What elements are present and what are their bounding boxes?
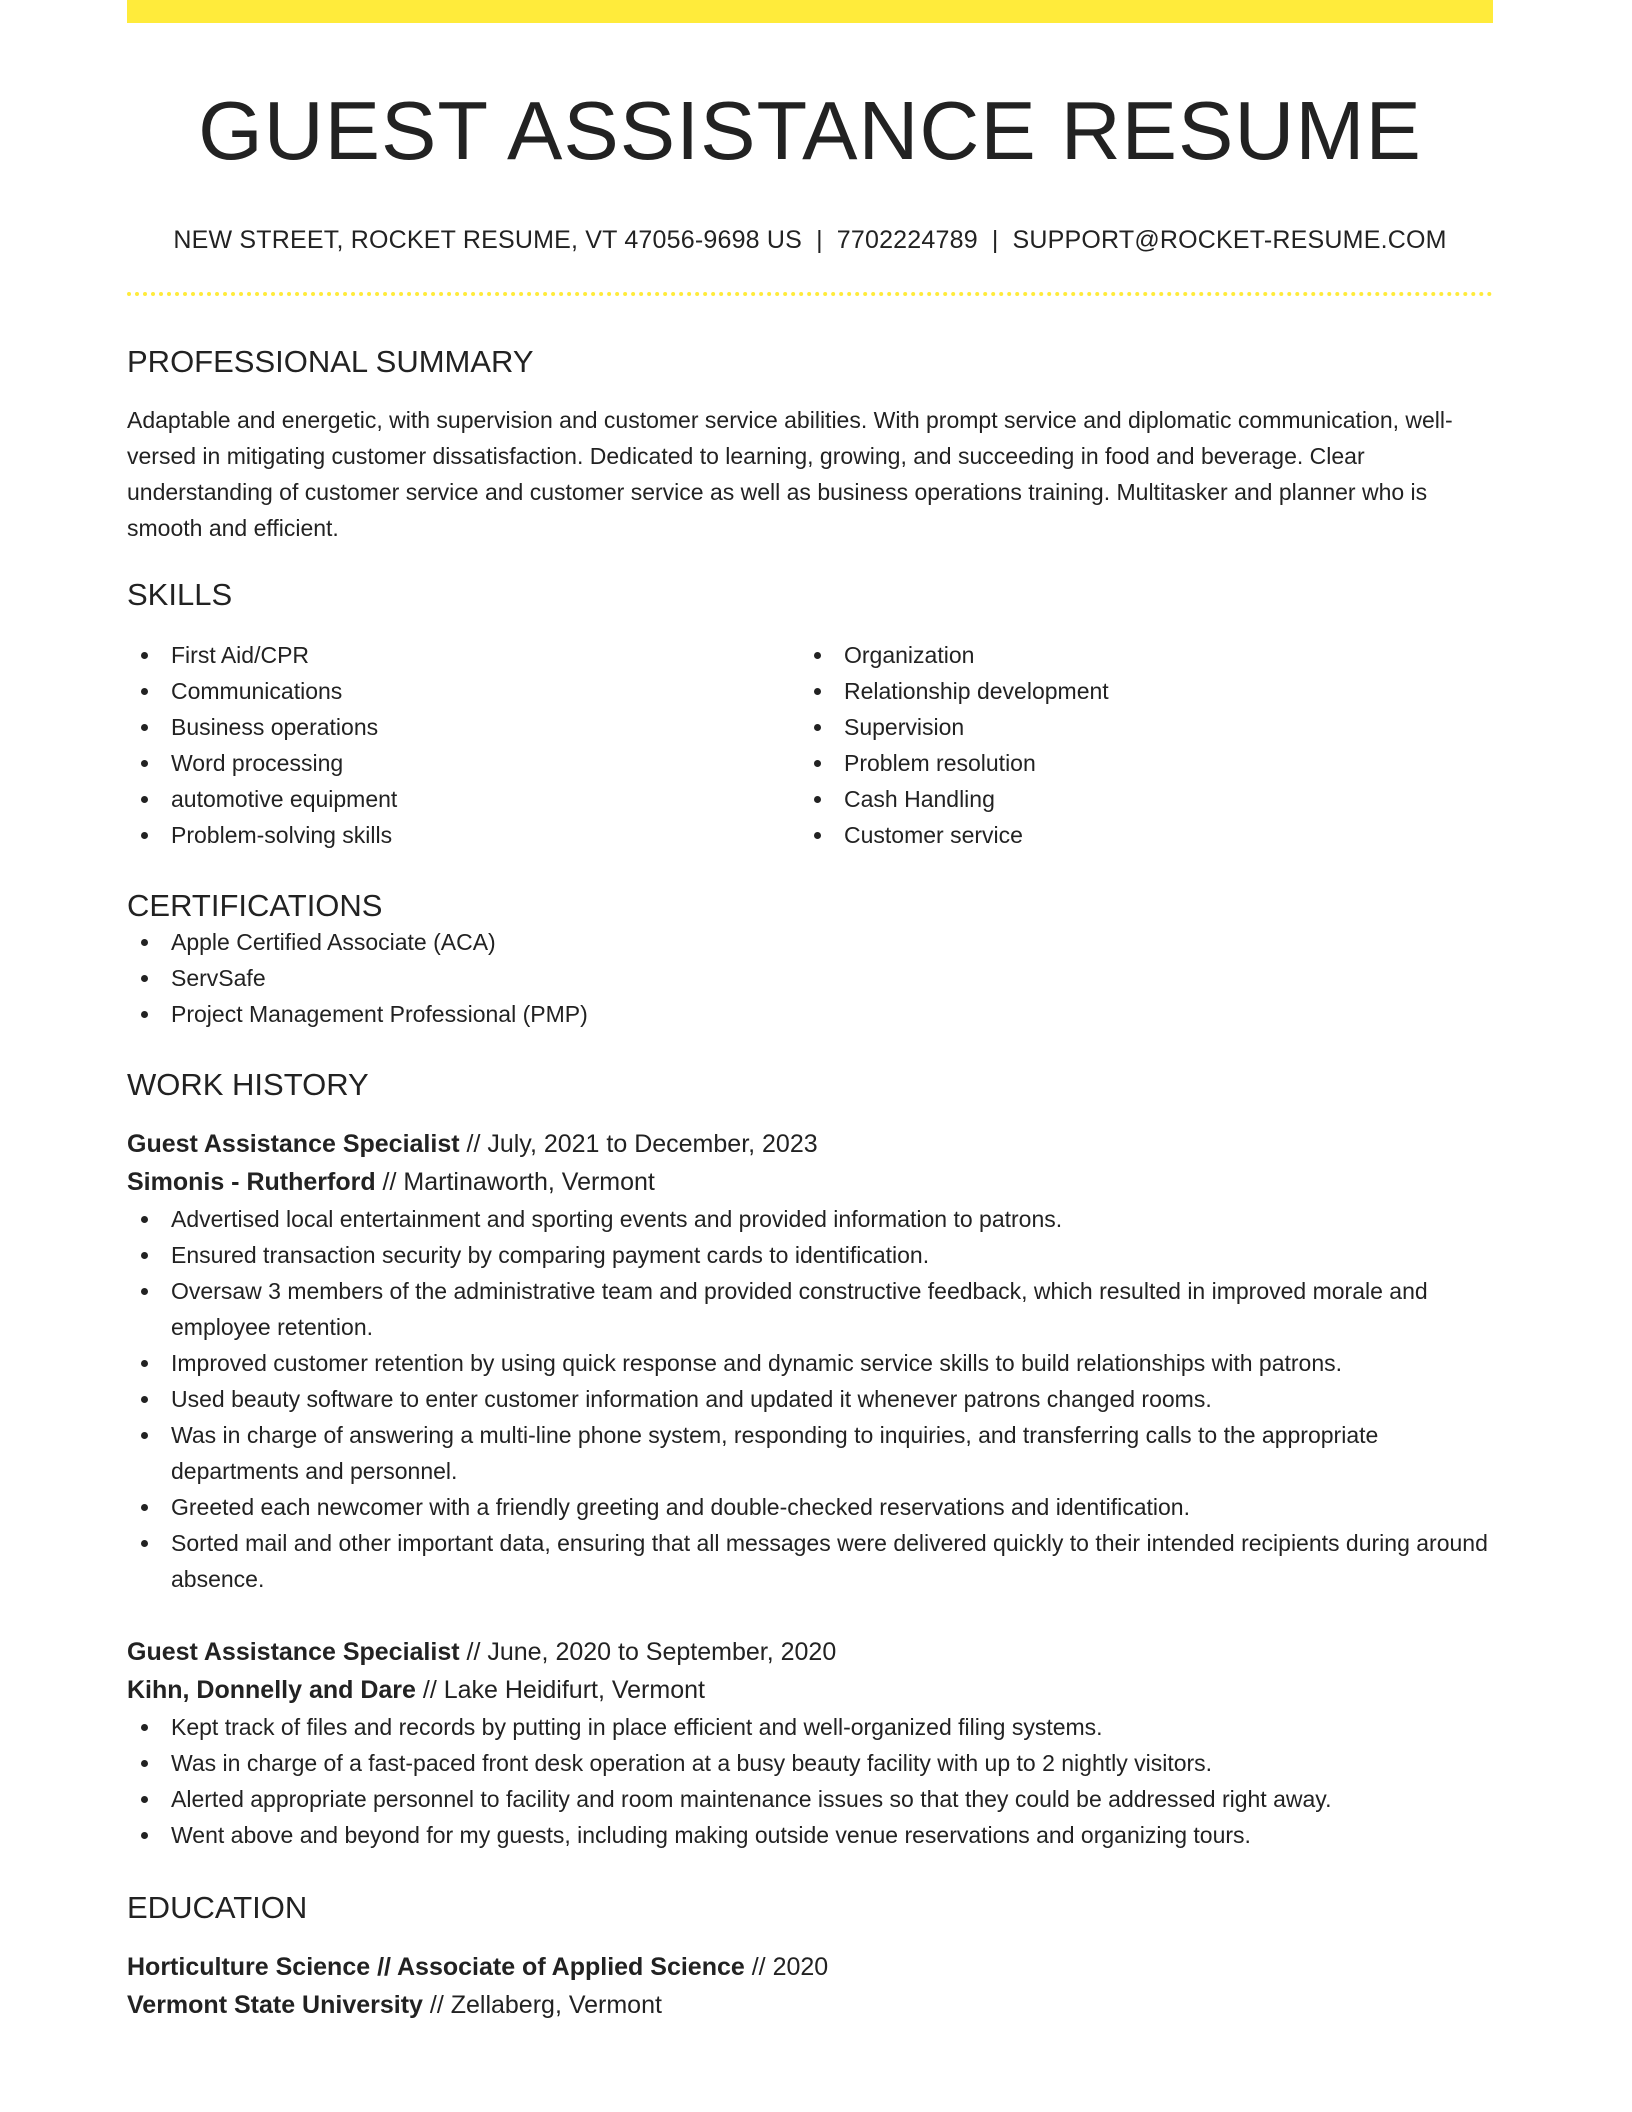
skill-item: Problem-solving skills	[127, 817, 800, 853]
skill-item: Problem resolution	[800, 745, 1473, 781]
summary-heading: PROFESSIONAL SUMMARY	[127, 344, 534, 380]
job-location: // Martinaworth, Vermont	[375, 1168, 655, 1197]
skill-item: Cash Handling	[800, 781, 1473, 817]
education-school-line	[127, 1986, 1493, 2024]
skills-column-right	[800, 637, 1473, 853]
job-bullet: Oversaw 3 members of the administrative team and provided constructive feedback, which resulted in improved morale and employee retention.	[127, 1273, 1493, 1345]
education-degree: Horticulture Science // Associate of Applied Science	[127, 1953, 745, 1982]
contact-email: SUPPORT@ROCKET-RESUME.COM	[1012, 226, 1447, 255]
job-bullet: Improved customer retention by using quick response and dynamic service skills to build relationships with patrons.	[127, 1345, 1493, 1381]
education-entry	[127, 1948, 1493, 2024]
contact-address: NEW STREET, ROCKET RESUME, VT 47056-9698 US	[173, 226, 803, 255]
top-accent-bar	[127, 0, 1493, 23]
job-bullet: Kept track of files and records by putting in place efficient and well-organized filing systems.	[127, 1709, 1493, 1745]
skill-item: Organization	[800, 637, 1473, 673]
education-location: // Zellaberg, Vermont	[422, 1991, 662, 2020]
education-year: // 2020	[744, 1953, 829, 1982]
job-location: // Lake Heidifurt, Vermont	[415, 1676, 705, 1705]
contact-phone: 7702224789	[836, 226, 978, 255]
job-bullet: Was in charge of a fast-paced front desk operation at a busy beauty facility with up to 2 nightly visitors.	[127, 1745, 1493, 1781]
skills-column-left	[127, 637, 800, 853]
job-entry	[127, 1633, 1493, 1853]
job-bullet: Alerted appropriate personnel to facility and room maintenance issues so that they could be addressed right away.	[127, 1781, 1493, 1817]
job-company: Kihn, Donnelly and Dare	[127, 1676, 416, 1705]
summary-text: Adaptable and energetic, with supervision and customer service abilities. With prompt service and diplomatic communication, well-versed in mitigating customer dissatisfaction. Dedicated to learning, growing, and succeeding in food and beverage. Clear understanding of customer service and customer service as well as business operations training. Multitasker and planner who is smooth and efficient.	[127, 407, 1453, 542]
job-bullet: Greeted each newcomer with a friendly greeting and double-checked reservations and identification.	[127, 1489, 1493, 1525]
job-bullet: Used beauty software to enter customer information and updated it whenever patrons changed rooms.	[127, 1381, 1493, 1417]
contact-separator: |	[816, 226, 823, 255]
skill-item: Business operations	[127, 709, 800, 745]
skill-item: First Aid/CPR	[127, 637, 800, 673]
resume-page	[127, 0, 1493, 2024]
education-heading: EDUCATION	[127, 1890, 308, 1926]
work-history-heading: WORK HISTORY	[127, 1066, 369, 1102]
skills-grid	[127, 637, 1493, 853]
job-title-line	[127, 1633, 1493, 1671]
skill-item: Communications	[127, 673, 800, 709]
certifications-list	[127, 924, 1493, 1032]
certification-item: Apple Certified Associate (ACA)	[127, 924, 1493, 960]
job-bullet: Sorted mail and other important data, ensuring that all messages were delivered quickly to their intended recipients during around absence.	[127, 1525, 1493, 1597]
job-title-line	[127, 1125, 1493, 1163]
job-company-line	[127, 1163, 1493, 1201]
skills-heading: SKILLS	[127, 577, 233, 613]
job-dates: // July, 2021 to December, 2023	[459, 1130, 818, 1159]
education-degree-line	[127, 1948, 1493, 1986]
certification-item: Project Management Professional (PMP)	[127, 996, 1493, 1032]
skill-item: Relationship development	[800, 673, 1473, 709]
job-company: Simonis - Rutherford	[127, 1168, 376, 1197]
job-bullet: Ensured transaction security by comparing payment cards to identification.	[127, 1237, 1493, 1273]
job-entry	[127, 1125, 1493, 1597]
resume-title: GUEST ASSISTANCE RESUME	[198, 84, 1422, 177]
contact-line	[127, 226, 1493, 255]
job-title: Guest Assistance Specialist	[127, 1130, 460, 1159]
job-bullet: Went above and beyond for my guests, including making outside venue reservations and organizing tours.	[127, 1817, 1493, 1853]
job-title: Guest Assistance Specialist	[127, 1638, 460, 1667]
skill-item: Customer service	[800, 817, 1473, 853]
education-school: Vermont State University	[127, 1991, 423, 2020]
skill-item: automotive equipment	[127, 781, 800, 817]
certification-item: ServSafe	[127, 960, 1493, 996]
job-bullet: Was in charge of answering a multi-line phone system, responding to inquiries, and transferring calls to the appropriate departments and personnel.	[127, 1417, 1493, 1489]
job-bullet: Advertised local entertainment and sporting events and provided information to patrons.	[127, 1201, 1493, 1237]
skill-item: Supervision	[800, 709, 1473, 745]
dotted-divider	[127, 292, 1493, 296]
job-bullets	[127, 1201, 1493, 1597]
job-dates: // June, 2020 to September, 2020	[459, 1638, 837, 1667]
job-company-line	[127, 1671, 1493, 1709]
contact-separator: |	[991, 226, 999, 255]
certifications-heading: CERTIFICATIONS	[127, 887, 383, 923]
skill-item: Word processing	[127, 745, 800, 781]
job-bullets	[127, 1709, 1493, 1853]
